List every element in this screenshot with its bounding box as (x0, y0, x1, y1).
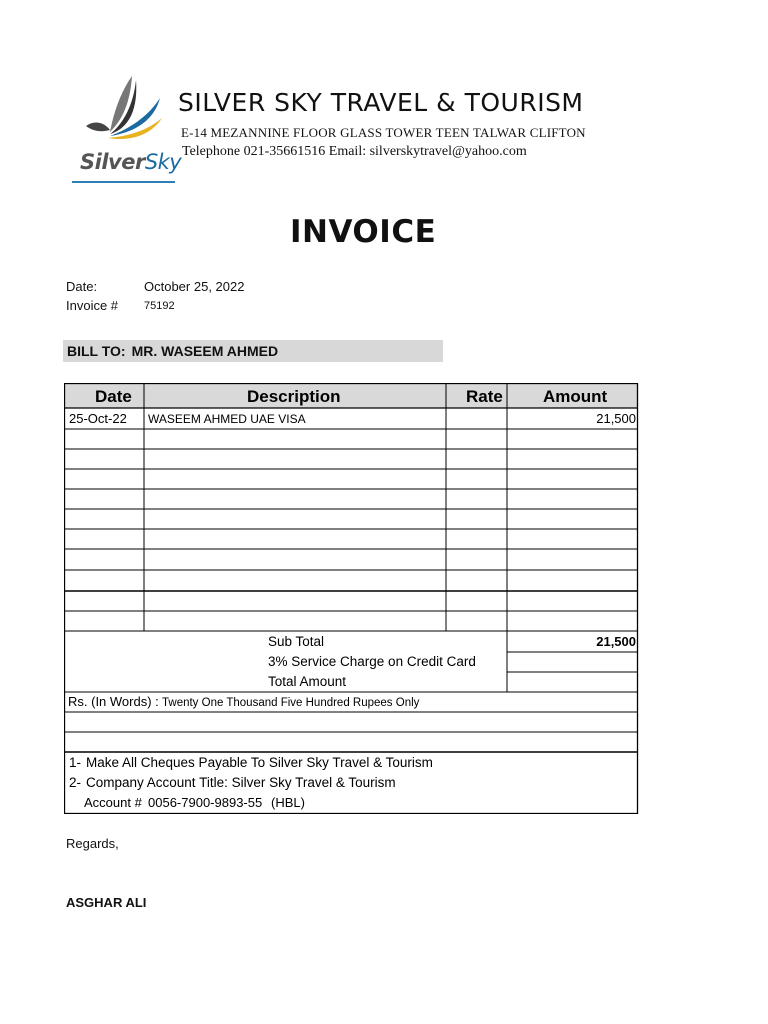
total-amount-label: Total Amount (268, 674, 347, 689)
amount-in-words-label: Rs. (In Words) : (68, 694, 159, 709)
bill-to-bar (63, 340, 443, 362)
service-charge-label: 3% Service Charge on Credit Card (268, 654, 476, 669)
header-date: Date (95, 387, 132, 406)
date-value: October 25, 2022 (144, 279, 245, 294)
note-1-number: 1- (69, 755, 82, 770)
company-contact: Telephone 021-35661516 Email: silverskytravel@yahoo.com (182, 144, 527, 159)
note-2-number: 2- (69, 775, 82, 790)
header-description: Description (247, 387, 341, 406)
account-number: 0056-7900-9893-55 (148, 795, 263, 810)
invoice-title: INVOICE (290, 214, 437, 250)
logo-wordmark (80, 150, 181, 174)
invoice-table (64, 383, 639, 814)
bill-to-name: MR. WASEEM AHMED (131, 343, 279, 359)
row-amount: 21,500 (596, 411, 636, 426)
account-label: Account # (84, 795, 142, 810)
bill-to-label: BILL TO: (67, 343, 126, 359)
table-frame (65, 384, 638, 814)
note-1: Make All Cheques Payable To Silver Sky Travel & Tourism (86, 755, 433, 770)
row-date: 25-Oct-22 (69, 411, 127, 426)
invoice-number-value: 75192 (144, 300, 175, 312)
row-description: WASEEM AHMED UAE VISA (148, 412, 306, 426)
logo-word-sky: Sky (144, 150, 182, 174)
header-rate: Rate (466, 387, 503, 406)
company-name: SILVER SKY TRAVEL & TOURISM (178, 88, 584, 117)
subtotal-value: 21,500 (596, 634, 636, 649)
amount-in-words-value: Twenty One Thousand Five Hundred Rupees Only (162, 697, 420, 709)
subtotal-label: Sub Total (268, 634, 325, 649)
logo-bird-head (86, 123, 110, 132)
regards-text: Regards, (66, 836, 119, 851)
account-bank: (HBL) (271, 795, 305, 810)
company-address: E-14 MEZANNINE FLOOR GLASS TOWER TEEN TALWAR CLIFTON (181, 125, 586, 140)
logo-underline (72, 181, 175, 183)
logo-word-silver: Silver (80, 150, 145, 174)
note-2: Company Account Title: Silver Sky Travel & Tourism (86, 775, 396, 790)
invoice-number-label: Invoice # (66, 298, 119, 313)
header-amount: Amount (543, 387, 608, 406)
date-label: Date: (66, 279, 98, 294)
signer-name: ASGHAR ALI (66, 895, 147, 910)
